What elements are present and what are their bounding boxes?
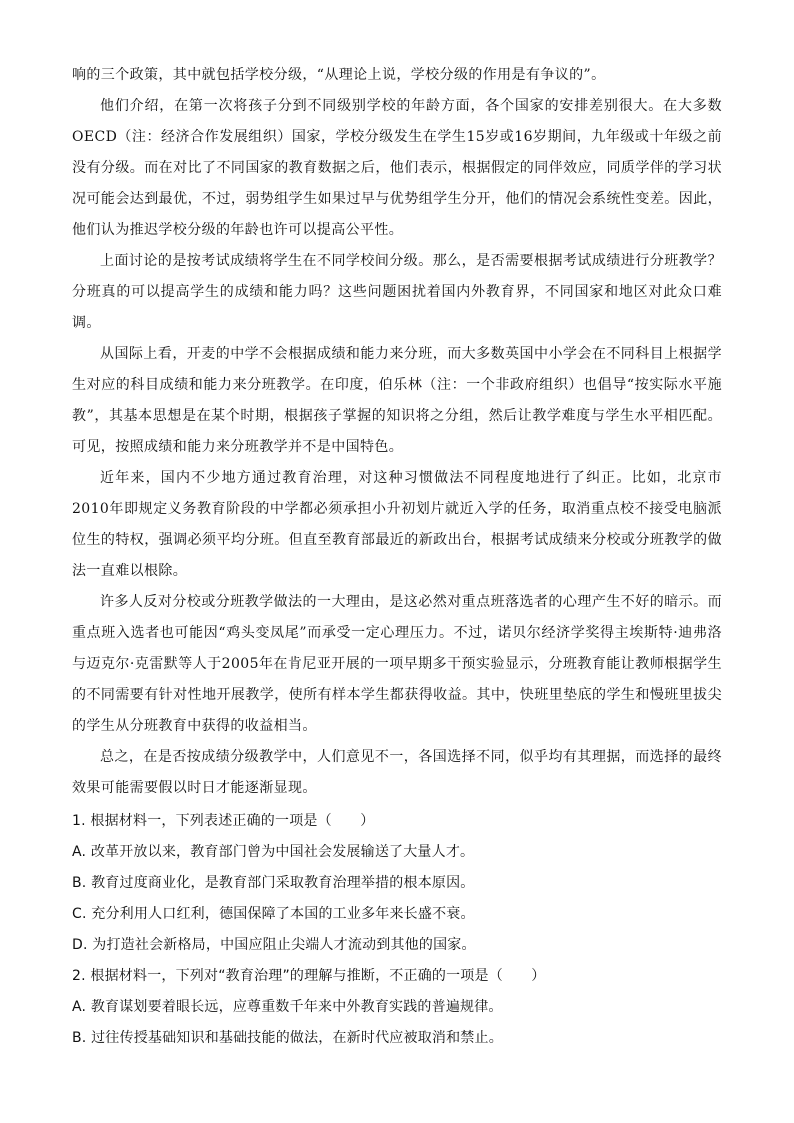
question-option: C. 充分利用人口红利，德国保障了本国的工业多年来长盛不衰。 bbox=[72, 906, 475, 922]
question-option: A. 改革开放以来，教育部门曾为中国社会发展输送了大量人才。 bbox=[72, 844, 475, 860]
question-option: B. 过往传授基础知识和基础技能的做法，在新时代应被取消和禁止。 bbox=[72, 1030, 503, 1046]
question-option: D. 为打造社会新格局，中国应阻止尖端人才流动到其他的国家。 bbox=[72, 937, 476, 953]
question-stem: 1. 根据材料一，下列表述正确的一项是（ ） bbox=[72, 813, 375, 829]
question-section bbox=[72, 806, 722, 1054]
article-body bbox=[72, 60, 722, 804]
paragraph-continued: 响的三个政策，其中就包括学校分级，“从理论上说，学校分级的作用是有争议的”。 bbox=[72, 67, 606, 83]
paragraph-grouping-question: 上面讨论的是按考试成绩将学生在不同学校间分级。那么，是否需要根据考试成绩进行分班教学？分班真的可以提高学生的成绩和能力吗？这些问题困扰着国内外教育界，不同国家和地区对此众口难调。 bbox=[72, 253, 722, 331]
paragraph-international-practice: 从国际上看，开麦的中学不会根据成绩和能力来分班，而大多数英国中小学会在不同科目上根据学生对应的科目成绩和能力来分班教学。在印度，伯乐林（注：一个非政府组织）也倡导“按实际水平施教”，其基本思想是在某个时期，根据孩子掌握的知识将之分组，然后让教学难度与学生水平相匹配。可见，按照成绩和能力来分班教学并不是中国特色。 bbox=[72, 346, 722, 455]
paragraph-age-of-tracking: 他们介绍，在第一次将孩子分到不同级别学校的年龄方面，各个国家的安排差别很大。在大多数OECD（注：经济合作发展组织）国家，学校分级发生在学生15岁或16岁期间，九年级或十年级之前没有分级。而在对比了不同国家的教育数据之后，他们表示，根据假定的同伴效应，同质学伴的学习状况可能会达到最优，不过，弱势组学生如果过早与优势组学生分开，他们的情况会系统性变差。因此，他们认为推迟学校分级的年龄也许可以提高公平性。 bbox=[72, 98, 722, 238]
paragraph-conclusion: 总之，在是否按成绩分级教学中，人们意见不一，各国选择不同，似乎均有其理据，而选择的最终效果可能需要假以时日才能逐渐显现。 bbox=[72, 749, 722, 796]
question-option: A. 教育谋划要着眼长远，应尊重数千年来中外教育实践的普遍规律。 bbox=[72, 999, 503, 1015]
paragraph-opposition-reasons: 许多人反对分校或分班教学做法的一大理由，是这必然对重点班落选者的心理产生不好的暗示。而重点班入选者也可能因“鸡头变凤尾”而承受一定心理压力。不过，诺贝尔经济学奖得主埃斯特·迪弗洛与迈克尔·克雷默等人于2005年在肯尼亚开展的一项早期多干预实验显示，分班教育能让教师根据学生的不同需要有针对性地开展教学，使所有样本学生都获得收益。其中，快班里垫底的学生和慢班里拔尖的学生从分班教育中获得的收益相当。 bbox=[72, 594, 722, 734]
question-stem: 2. 根据材料一，下列对“教育治理”的理解与推断，不正确的一项是（ ） bbox=[72, 968, 546, 984]
question-option: B. 教育过度商业化，是教育部门采取教育治理举措的根本原因。 bbox=[72, 875, 475, 891]
paragraph-domestic-governance: 近年来，国内不少地方通过教育治理，对这种习惯做法不同程度地进行了纠正。比如，北京市2010年即规定义务教育阶段的中学都必须承担小升初划片就近入学的任务，取消重点校不接受电脑派位生的特权，强调必须平均分班。但直至教育部最近的新政出台，根据考试成绩来分校或分班教学的做法一直难以根除。 bbox=[72, 470, 722, 579]
